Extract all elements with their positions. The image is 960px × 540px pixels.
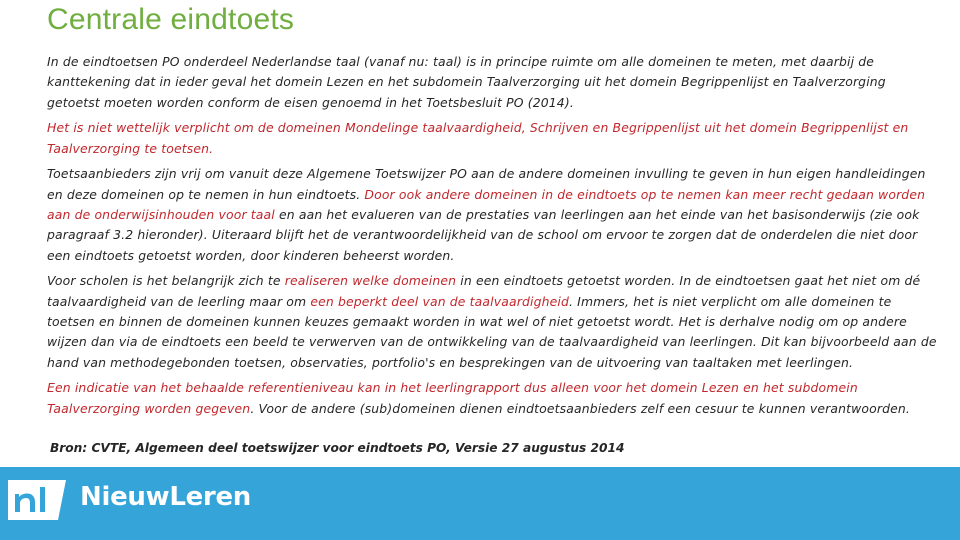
paragraph-segment-emphasis: Het is niet wettelijk verplicht om de domeinen Mondelinge taalvaardigheid, Schrijven en Begrippenlijst uit het domein Begrippenlijst en Taalverzorging te toetsen.	[47, 120, 909, 156]
source-citation: Bron: CVTE, Algemeen deel toetswijzer voor eindtoets PO, Versie 27 augustus 2014	[50, 441, 625, 455]
paragraph-5	[47, 378, 937, 419]
paragraph-1	[47, 52, 937, 113]
page-title: Centrale eindtoets	[47, 3, 295, 36]
paragraph-2	[47, 118, 937, 159]
paragraph-segment-emphasis: Een indicatie van het behaalde referentieniveau kan in het leerlingrapport dus alleen voor het domein Lezen en het subdomein Taalverzorging worden gegeven	[47, 380, 858, 416]
paragraph-segment: en aan het evalueren van de prestaties van leerlingen aan het einde van het basisonderwijs (zie ook paragraaf 3.2 hieronder). Uiteraard blijft het de verantwoordelijkheid van de school om ervoor te zorgen dat de onderdelen die niet door een eindtoets getoetst worden, door kinderen beheerst worden.	[47, 207, 920, 263]
paragraph-segment-emphasis: Door ook andere domeinen in de eindtoets op te nemen kan meer recht gedaan worden aan de onderwijsinhouden voor taal	[47, 186, 926, 223]
paragraph-segment: Toetsaanbieders zijn vrij om vanuit deze Algemene Toetswijzer PO aan de andere domeinen invulling te geven in hun eigen handleidingen en deze domeinen op te nemen in hun eindtoets.	[47, 166, 926, 202]
paragraph-segment: . Voor de andere (sub)domeinen dienen eindtoetsaanbieders zelf een cesuur te kunnen verantwoorden.	[250, 400, 910, 416]
nl-logo-icon	[8, 478, 66, 522]
paragraph-3	[47, 164, 937, 265]
paragraph-segment: Voor scholen is het belangrijk zich te	[47, 273, 285, 289]
paragraph-segment: in een eindtoets getoetst worden. In de eindtoetsen gaat het niet om dé taalvaardigheid van de leerling maar om	[47, 273, 921, 309]
paragraph-segment: In de eindtoetsen PO onderdeel Nederlandse taal (vanaf nu: taal) is in principe ruimte om alle domeinen te meten, met daarbij de kanttekening dat in ieder geval het domein Lezen en het subdomein Taalverzorging uit het domein Begrippenlijst en Taalverzorging getoetst moeten worden conform de eisen genoemd in het Toetsbesluit PO (2014).	[47, 54, 886, 110]
brand-name: NieuwLeren	[80, 482, 252, 512]
paragraph-4	[47, 271, 937, 372]
paragraph-segment: . Immers, het is niet verplicht om alle domeinen te toetsen en binnen de domeinen kunnen keuzes gemaakt worden in wat wel of niet getoetst wordt. Het is derhalve nodig om op andere wijzen dan via de eindtoets een beeld te verwerven van de ontwikkeling van de taalvaardigheid van leerlingen. Dit kan bijvoorbeeld aan de hand van methodegebonden toetsen, observaties, portfolio's en besprekingen van de uitvoering van taaltaken met leerlingen.	[47, 293, 937, 370]
paragraph-segment-emphasis: realiseren welke domeinen	[284, 273, 457, 289]
paragraph-segment-emphasis: een beperkt deel van de taalvaardigheid	[310, 293, 569, 309]
body-text	[47, 52, 937, 425]
